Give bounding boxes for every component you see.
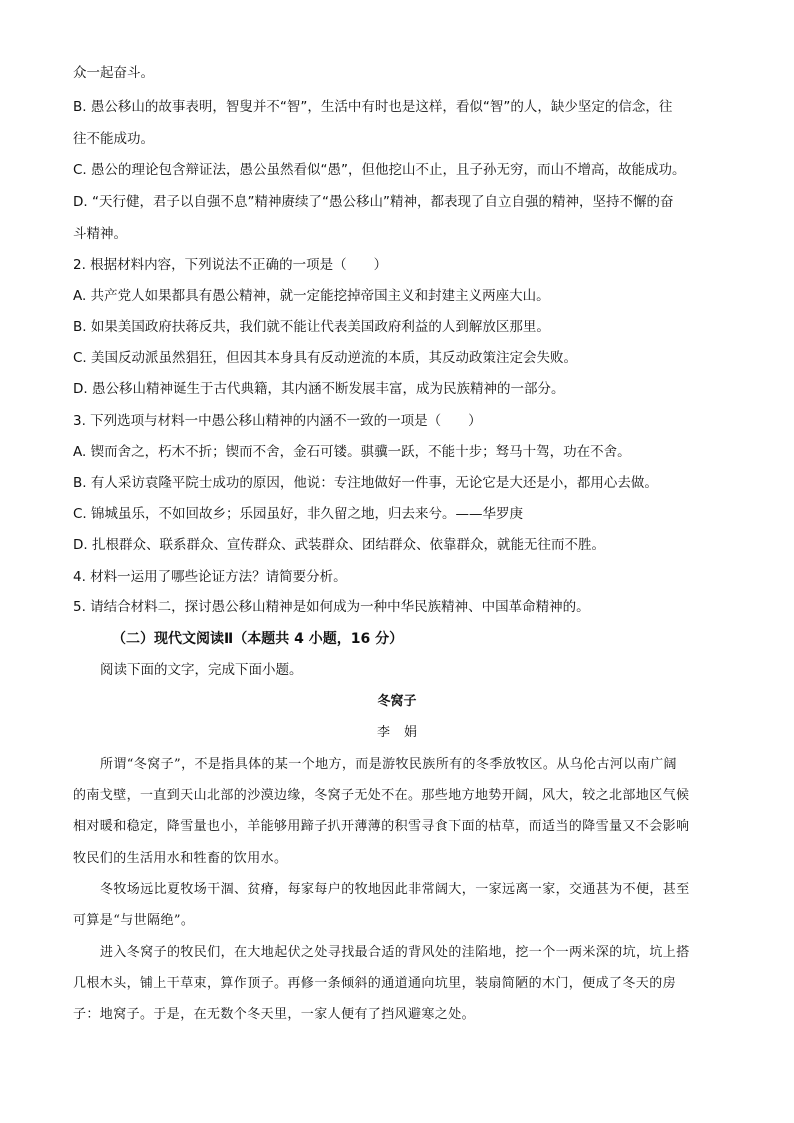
q3-option-a: A. 锲而舍之，朽木不折；锲而不舍，金石可镂。骐骥一跃，不能十步；驽马十驾，功在不舍。 <box>73 444 631 460</box>
article-line: 冬牧场远比夏牧场干涸、贫瘠，每家每户的牧地因此非常阔大，一家远离一家，交通甚为不便，甚至 <box>100 882 690 897</box>
article-author: 李娟 <box>376 725 431 740</box>
text-line: 斗精神。 <box>73 226 127 242</box>
article-line: 的南戈壁，一直到天山北部的沙漠边缘，冬窝子无处不在。那些地方地势开阔，风大，较之北部地区气候 <box>73 788 690 803</box>
article-title: 冬窝子 <box>377 694 417 709</box>
article-line: 进入冬窝子的牧民们，在大地起伏之处寻找最合适的背风处的洼陷地，挖一个一两米深的坑，坑上搭 <box>100 945 690 960</box>
option-c-line: C. 愚公的理论包含辩证法，愚公虽然看似“愚”，但他挖山不止，且子孙无穷，而山不增高，故能成功。 <box>73 162 686 178</box>
option-d-line: D. “天行健，君子以自强不息”精神赓续了“愚公移山”精神，都表现了自立自强的精神，坚持不懈的奋 <box>73 194 674 210</box>
article-line: 牧民们的生活用水和牲畜的饮用水。 <box>73 851 288 866</box>
section-heading: （二）现代文阅读Ⅱ（本题共 4 小题，16 分） <box>112 631 404 647</box>
question-4: 4. 材料一运用了哪些论证方法？请简要分析。 <box>73 569 347 585</box>
article-line: 所谓“冬窝子”，不是指具体的某一个地方，而是游牧民族所有的冬季放牧区。从乌伦古河以南广阔 <box>100 757 677 772</box>
q2-option-a: A. 共产党人如果都具有愚公精神，就一定能挖掉帝国主义和封建主义两座大山。 <box>73 288 550 304</box>
question-5: 5. 请结合材料二，探讨愚公移山精神是如何成为一种中华民族精神、中国革命精神的。 <box>73 599 590 615</box>
q2-option-d: D. 愚公移山精神诞生于古代典籍，其内涵不断发展丰富，成为民族精神的一部分。 <box>73 381 565 397</box>
article-line: 可算是“与世隔绝”。 <box>73 913 195 928</box>
q2-option-b: B. 如果美国政府扶蒋反共，我们就不能让代表美国政府利益的人到解放区那里。 <box>73 319 550 335</box>
question-3: 3. 下列选项与材料一中愚公移山精神的内涵不一致的一项是（ ） <box>73 413 482 429</box>
text-line: 众一起奋斗。 <box>73 65 154 81</box>
article-line: 相对暖和稳定，降雪量也小，羊能够用蹄子扒开薄薄的积雪寻食下面的枯草，而适当的降雪量又不会影响 <box>73 819 690 834</box>
article-line: 几根木头，铺上干草束，算作顶子。再修一条倾斜的通道通向坑里，装扇简陋的木门，便成了冬天的房 <box>73 976 677 991</box>
article-line: 子：地窝子。于是，在无数个冬天里，一家人便有了挡风避寒之处。 <box>73 1007 476 1022</box>
question-2: 2. 根据材料内容，下列说法不正确的一项是（ ） <box>73 257 388 273</box>
instruction: 阅读下面的文字，完成下面小题。 <box>100 662 303 678</box>
q3-option-d: D. 扎根群众、联系群众、宣传群众、武装群众、团结群众、依靠群众，就能无往而不胜。 <box>73 537 605 553</box>
text-line: 往不能成功。 <box>73 131 154 147</box>
option-b-line: B. 愚公移山的故事表明，智叟并不“智”，生活中有时也是这样，看似“智”的人，缺少坚定的信念，往 <box>73 99 673 115</box>
q2-option-c: C. 美国反动派虽然猖狂，但因其本身具有反动逆流的本质，其反动政策注定会失败。 <box>73 350 578 366</box>
q3-option-b: B. 有人采访袁隆平院士成功的原因，他说：专注地做好一件事，无论它是大还是小，都用心去做。 <box>73 475 658 491</box>
q3-option-c: C. 锦城虽乐，不如回故乡；乐园虽好，非久留之地，归去来兮。——华罗庚 <box>73 506 524 522</box>
